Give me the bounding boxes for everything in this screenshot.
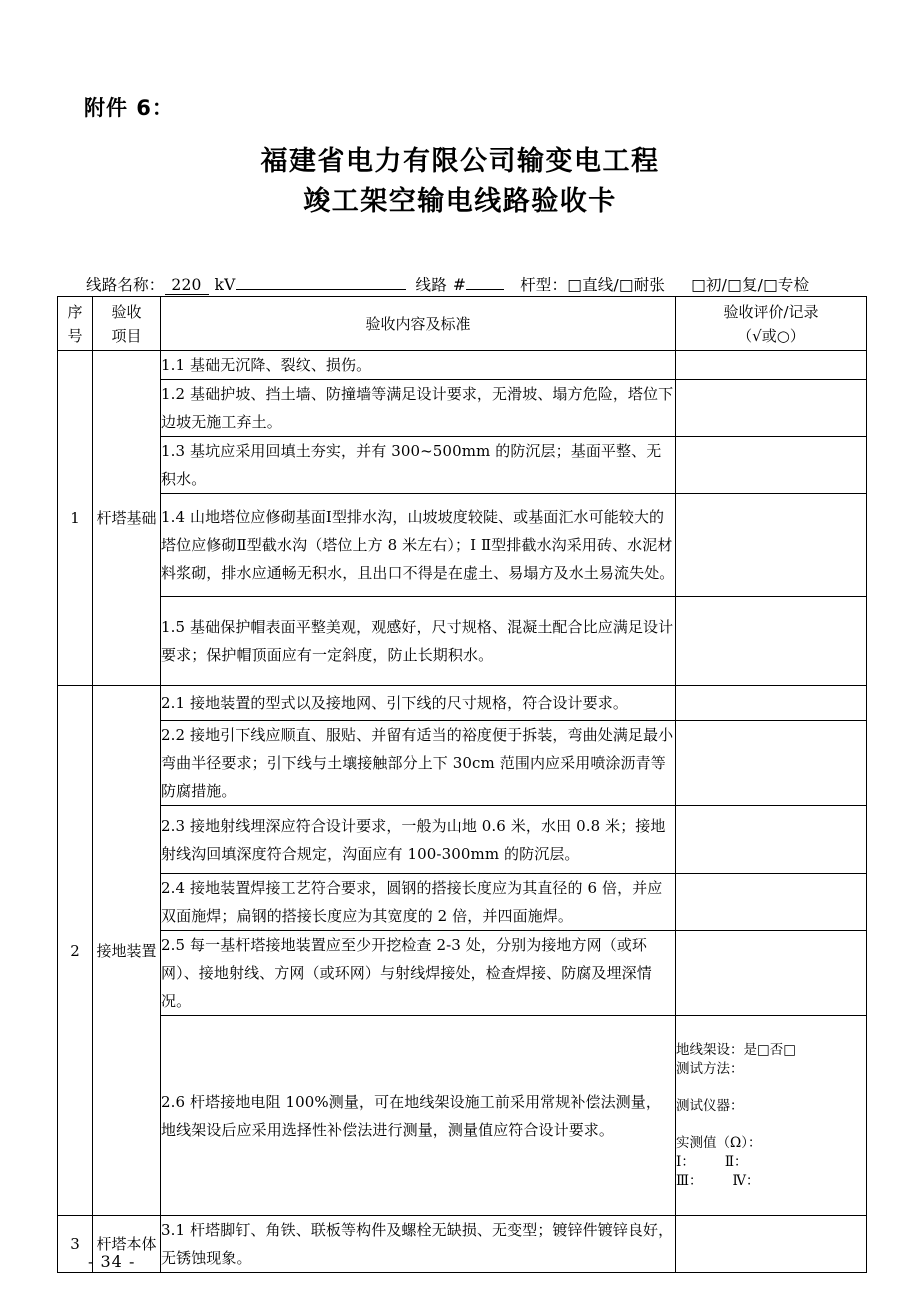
pole-type-label: 杆型： [520, 276, 568, 294]
row-eval-2-2[interactable] [676, 721, 867, 806]
measured-value-1[interactable]: Ⅰ： [676, 1153, 695, 1170]
row-eval-1-1[interactable] [676, 351, 867, 380]
inspection-type-checkbox-group[interactable]: □初/□复/□专检 [691, 276, 810, 294]
header-item-line1: 验收 [111, 302, 142, 321]
table-row [58, 806, 867, 874]
line-label: 线路 [415, 276, 447, 294]
row-eval-1-2[interactable] [676, 380, 867, 437]
test-method-field[interactable]: 测试方法： [676, 1060, 744, 1077]
row-eval-2-6-measurement[interactable] [676, 1016, 867, 1216]
header-evaluation [676, 297, 867, 351]
ground-wire-field[interactable]: 地线架设：是□否□ [676, 1041, 797, 1058]
row-desc-2-3: 2.3 接地射线埋深应符合设计要求，一般为山地 0.6 米，水田 0.8 米；接地射线沟回填深度符合规定，沟面应有 100-300mm 的防沉层。 [161, 806, 676, 874]
section-item-2: 接地装置 [93, 686, 161, 1216]
hash-symbol: # [452, 276, 467, 294]
section-item-3: 杆塔本体 [93, 1216, 161, 1273]
line-number-input[interactable] [466, 271, 504, 290]
row-eval-3-1[interactable] [676, 1216, 867, 1273]
row-desc-1-1: 1.1 基础无沉降、裂纹、损伤。 [161, 351, 676, 380]
row-desc-2-4: 2.4 接地装置焊接工艺符合要求，圆钢的搭接长度应为其直径的 6 倍，并应双面施焊；扁钢的搭接长度应为其宽度的 2 倍，并四面施焊。 [161, 874, 676, 931]
header-seq-line2: 号 [67, 326, 83, 345]
table-row [58, 1216, 867, 1273]
line-name-label: 线路名称： [86, 276, 165, 294]
row-eval-2-3[interactable] [676, 806, 867, 874]
table-header-row [58, 297, 867, 351]
page-number: - 34 - [88, 1252, 136, 1271]
table-row [58, 351, 867, 380]
section-seq-3: 3 [58, 1216, 93, 1273]
pole-type-checkbox-group[interactable]: □直线/□耐张 [567, 276, 666, 294]
row-desc-2-2: 2.2 接地引下线应顺直、服贴、并留有适当的裕度便于拆装，弯曲处满足最小弯曲半径要求；引下线与土壤接触部分上下 30cm 范围内应采用喷涂沥青等防腐措施。 [161, 721, 676, 806]
row-desc-2-5: 2.5 每一基杆塔接地装置应至少开挖检查 2-3 处，分别为接地方网（或环网）、接地射线、方网（或环网）与射线焊接处，检查焊接、防腐及埋深情况。 [161, 931, 676, 1016]
header-evaluation-line2: （√或○） [737, 326, 805, 345]
row-desc-1-5: 1.5 基础保护帽表面平整美观，观感好，尺寸规格、混凝土配合比应满足设计要求；保护帽顶面应有一定斜度，防止长期积水。 [161, 597, 676, 686]
attachment-label: 附件 6： [84, 96, 174, 120]
table-row [58, 931, 867, 1016]
row-eval-2-4[interactable] [676, 874, 867, 931]
form-header-line [86, 271, 876, 296]
row-desc-1-3: 1.3 基坑应采用回填土夯实，并有 300~500mm 的防沉层；基面平整、无积水。 [161, 437, 676, 494]
row-desc-1-2: 1.2 基础护坡、挡土墙、防撞墙等满足设计要求，无滑坡、塌方危险，塔位下边坡无施工弃土。 [161, 380, 676, 437]
title-line-1: 福建省电力有限公司输变电工程 [260, 146, 660, 177]
header-description: 验收内容及标准 [161, 297, 676, 351]
row-desc-2-1: 2.1 接地装置的型式以及接地网、引下线的尺寸规格，符合设计要求。 [161, 686, 676, 721]
measured-value-2[interactable]: Ⅱ： [724, 1153, 748, 1170]
header-seq-line1: 序 [67, 302, 83, 321]
kv-unit-label: kV [214, 276, 236, 294]
row-eval-1-4[interactable] [676, 494, 867, 597]
line-name-input[interactable] [236, 271, 406, 290]
row-desc-3-1: 3.1 杆塔脚钉、角铁、联板等构件及螺栓无缺损、无变型；镀锌件镀锌良好，无锈蚀现象。 [161, 1216, 676, 1273]
section-seq-1: 1 [58, 351, 93, 686]
header-evaluation-line1: 验收评价/记录 [723, 302, 819, 321]
table-row [58, 1016, 867, 1216]
section-item-1: 杆塔基础 [93, 351, 161, 686]
table-row [58, 721, 867, 806]
table-row [58, 597, 867, 686]
table-row [58, 380, 867, 437]
header-item [93, 297, 161, 351]
voltage-input[interactable]: 220 [165, 276, 209, 295]
measured-value-4[interactable]: Ⅳ： [732, 1172, 760, 1189]
measured-roman-row-2[interactable] [676, 1172, 866, 1191]
measured-roman-row-1[interactable] [676, 1153, 866, 1172]
row-eval-2-5[interactable] [676, 931, 867, 1016]
header-seq [58, 297, 93, 351]
measured-value-3[interactable]: Ⅲ： [676, 1172, 703, 1189]
table-row [58, 686, 867, 721]
row-eval-1-3[interactable] [676, 437, 867, 494]
section-seq-2: 2 [58, 686, 93, 1216]
table-row [58, 437, 867, 494]
header-item-line2: 项目 [111, 326, 142, 345]
row-desc-2-6: 2.6 杆塔接地电阻 100%测量，可在地线架设施工前采用常规补偿法测量，地线架设后应采用选择性补偿法进行测量，测量值应符合设计要求。 [161, 1016, 676, 1216]
row-eval-2-1[interactable] [676, 686, 867, 721]
document-title [0, 142, 920, 222]
row-desc-1-4: 1.4 山地塔位应修砌基面Ⅰ型排水沟，山坡坡度较陡、或基面汇水可能较大的塔位应修砌Ⅱ型截水沟（塔位上方 8 米左右）；Ⅰ Ⅱ型排截水沟采用砖、水泥材料浆砌，排水应通畅无积水，且出口不得是在虚土、易塌方及水土易流失处。 [161, 494, 676, 597]
row-eval-1-5[interactable] [676, 597, 867, 686]
test-instrument-field[interactable]: 测试仪器： [676, 1097, 744, 1114]
acceptance-table [57, 296, 867, 1273]
title-line-2: 竣工架空输电线路验收卡 [303, 186, 617, 217]
measured-value-label: 实测值（Ω）： [676, 1134, 762, 1151]
table-row [58, 874, 867, 931]
table-row [58, 494, 867, 597]
